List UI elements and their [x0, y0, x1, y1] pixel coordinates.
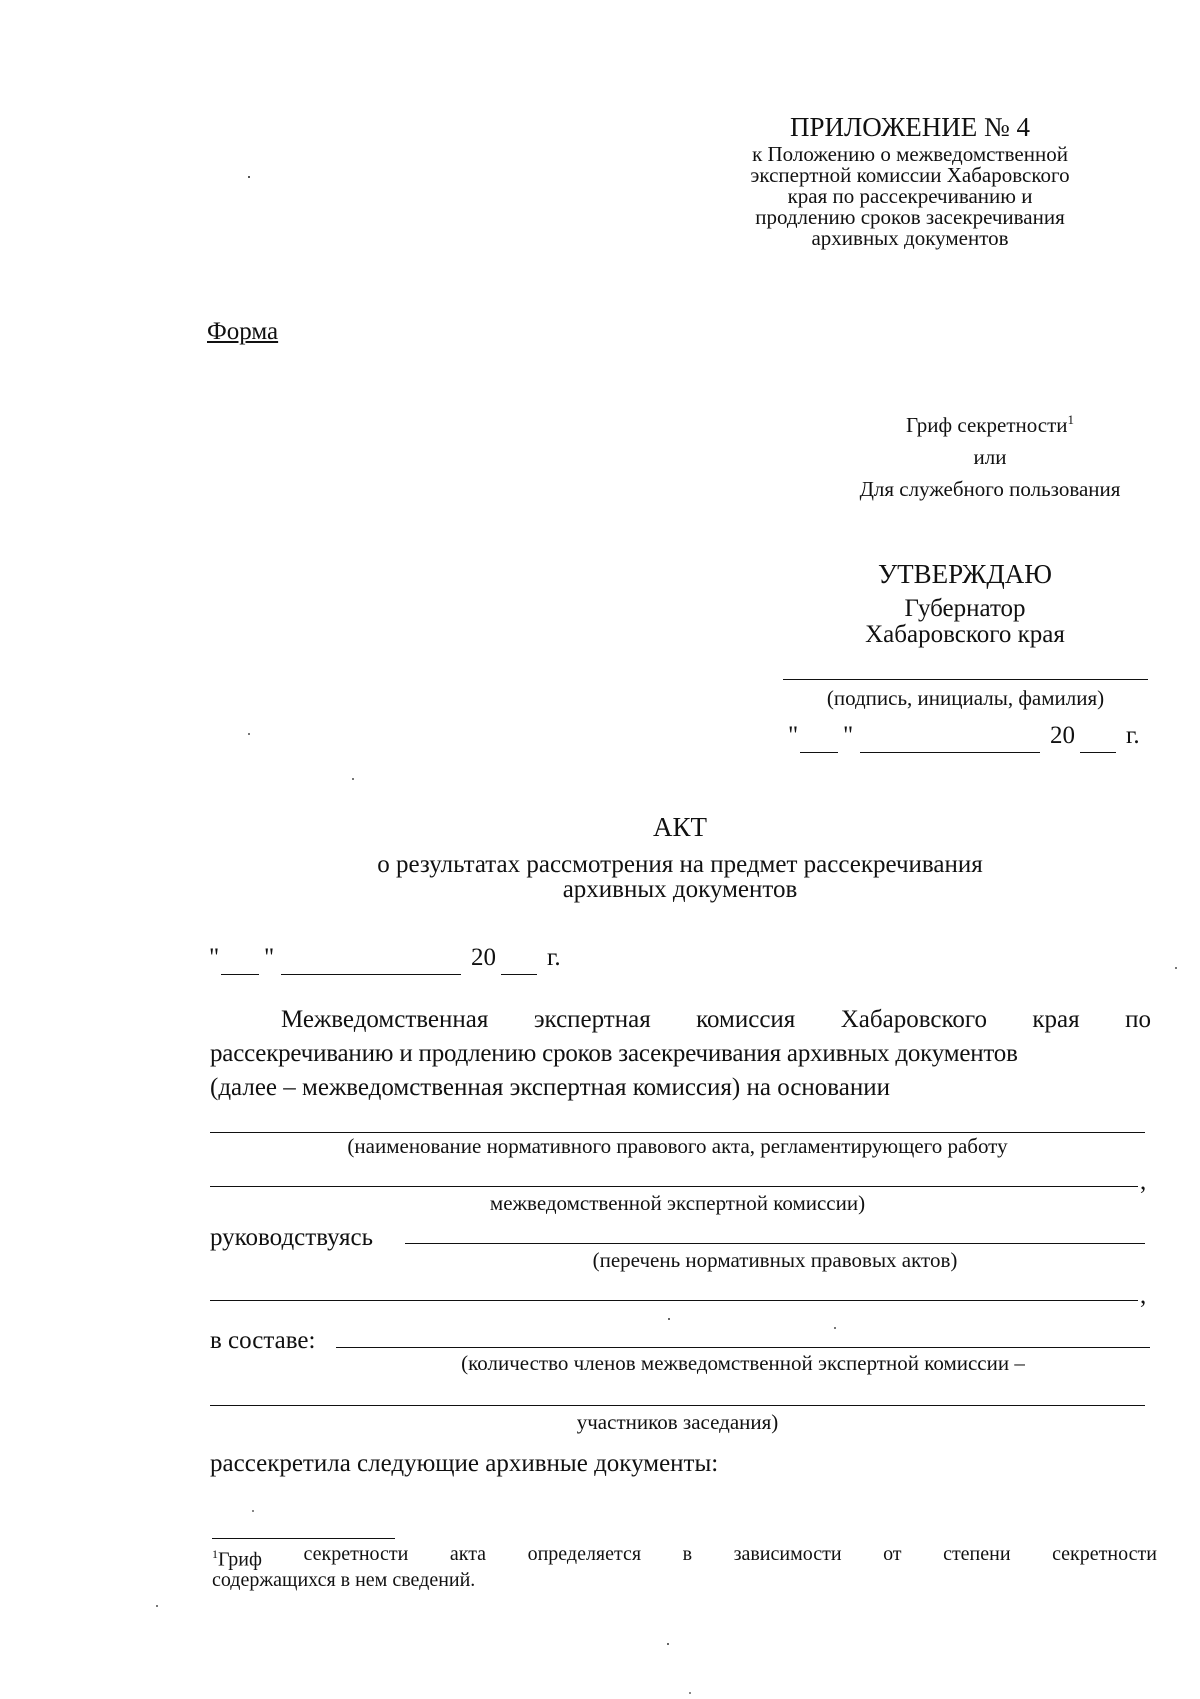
body-para-line2: рассекречиванию и продлению сроков засекречивания архивных документов [210, 1040, 1018, 1067]
classification-block [830, 404, 1150, 505]
act-subtitle-line2: архивных документов [562, 876, 798, 903]
approve-signature-line [783, 679, 1148, 680]
footnote-line1 [212, 1544, 1157, 1570]
date-month-line [281, 974, 461, 975]
approve-block [795, 557, 1135, 648]
act-name-caption1: (наименование нормативного правового акта, регламентирующего работу [347, 1134, 1008, 1158]
footnote-line2: содержащихся в нем сведений. [212, 1568, 476, 1591]
footnote-separator [212, 1538, 395, 1539]
appendix-line: края по рассекречиванию и [787, 184, 1033, 208]
date-close-quote: " [843, 722, 854, 749]
approve-position-line1: Губернатор [904, 595, 1026, 622]
scan-speck [689, 1692, 691, 1694]
appendix-title: ПРИЛОЖЕНИЕ № 4 [789, 112, 1031, 142]
date-day-line [800, 752, 838, 753]
scan-speck [1175, 967, 1177, 969]
footnote-word: акта [449, 1543, 487, 1565]
scan-speck [248, 176, 250, 178]
footnote-word: зависимости [733, 1543, 842, 1565]
scan-speck [352, 778, 354, 780]
guided-field-line2[interactable] [210, 1300, 1138, 1301]
act-name-field-line2[interactable] [210, 1186, 1138, 1187]
scan-speck [252, 1510, 254, 1512]
date-close-quote: " [264, 944, 275, 971]
footnote-word: в [682, 1543, 693, 1565]
appendix-line: продлению сроков засекречивания [755, 205, 1065, 229]
date-year-suffix: г. [1126, 722, 1140, 749]
appendix-subtitle [700, 144, 1120, 249]
form-label: Форма [207, 318, 279, 345]
date-year-line [1080, 752, 1116, 753]
act-subtitle-line1: о результатах рассмотрения на предмет рассекречивания [377, 851, 983, 878]
guided-comma: , [1140, 1282, 1147, 1309]
approve-position-line2: Хабаровского края [865, 621, 1065, 648]
body-word: экспертная [533, 1006, 651, 1033]
approve-sign-caption: (подпись, инициалы, фамилия) [826, 686, 1105, 710]
body-word: Хабаровского [840, 1006, 987, 1033]
act-name-comma: , [1140, 1168, 1147, 1195]
act-name-caption2: межведомственной экспертной комиссии) [489, 1191, 866, 1215]
footnote-ref: 1 [1067, 412, 1074, 427]
appendix-block [700, 112, 1120, 249]
body-word: комиссия [696, 1006, 796, 1033]
footnote-first [212, 1544, 262, 1570]
date-year-suffix: г. [547, 944, 561, 971]
appendix-line: экспертной комиссии Хабаровского [750, 163, 1070, 187]
appendix-line: архивных документов [811, 226, 1009, 250]
approve-date [788, 722, 1150, 758]
date-open-quote: " [788, 722, 799, 749]
composition-field-line2[interactable] [210, 1405, 1145, 1406]
declassified-text: рассекретила следующие архивные документы: [210, 1450, 719, 1477]
footnote-word: секретности [303, 1543, 409, 1565]
footnote-word: Гриф [218, 1548, 262, 1571]
footnote-word: от [883, 1543, 902, 1565]
footnote-mark: 1 [212, 1547, 218, 1561]
classification-or: или [973, 445, 1007, 469]
approve-title: УТВЕРЖДАЮ [877, 559, 1053, 589]
composition-label: в составе: [210, 1327, 316, 1354]
scan-speck [668, 1318, 670, 1320]
classification-grif-text: Гриф секретности [905, 413, 1068, 437]
classification-grif [830, 404, 1150, 441]
scan-speck [156, 1605, 158, 1607]
scan-speck [248, 733, 250, 735]
footnote-word: секретности [1052, 1543, 1157, 1565]
date-year: 20 [471, 944, 496, 971]
date-year: 20 [1050, 722, 1075, 749]
scan-speck [834, 1327, 836, 1329]
footnote-word: степени [943, 1543, 1011, 1565]
date-day-line [221, 974, 259, 975]
act-subtitle [300, 852, 1060, 902]
members-caption1: (количество членов межведомственной экспертной комиссии – [461, 1351, 1025, 1375]
composition-field-line[interactable] [336, 1347, 1150, 1348]
guided-field-line[interactable] [405, 1243, 1145, 1244]
appendix-line: к Положению о межведомственной [752, 142, 1068, 166]
guided-caption: (перечень нормативных правовых актов) [592, 1248, 958, 1272]
body-word: по [1125, 1006, 1151, 1033]
act-title: АКТ [653, 812, 707, 842]
date-open-quote: " [209, 944, 220, 971]
body-word: края [1032, 1006, 1080, 1033]
body-para-line1 [281, 1006, 1151, 1034]
act-name-field-line1[interactable] [210, 1132, 1145, 1133]
footnote [212, 1544, 1157, 1590]
date-year-line [501, 974, 537, 975]
footnote-word: определяется [527, 1543, 642, 1565]
classification-dsp: Для служебного пользования [859, 477, 1121, 501]
date-month-line [860, 752, 1040, 753]
act-date [209, 944, 569, 980]
scan-speck [667, 1643, 669, 1645]
body-word: Межведомственная [281, 1006, 489, 1033]
members-caption2: участников заседания) [576, 1410, 779, 1434]
guided-label: руководствуясь [210, 1224, 374, 1251]
body-para-line3: (далее – межведомственная экспертная комиссия) на основании [210, 1074, 891, 1101]
